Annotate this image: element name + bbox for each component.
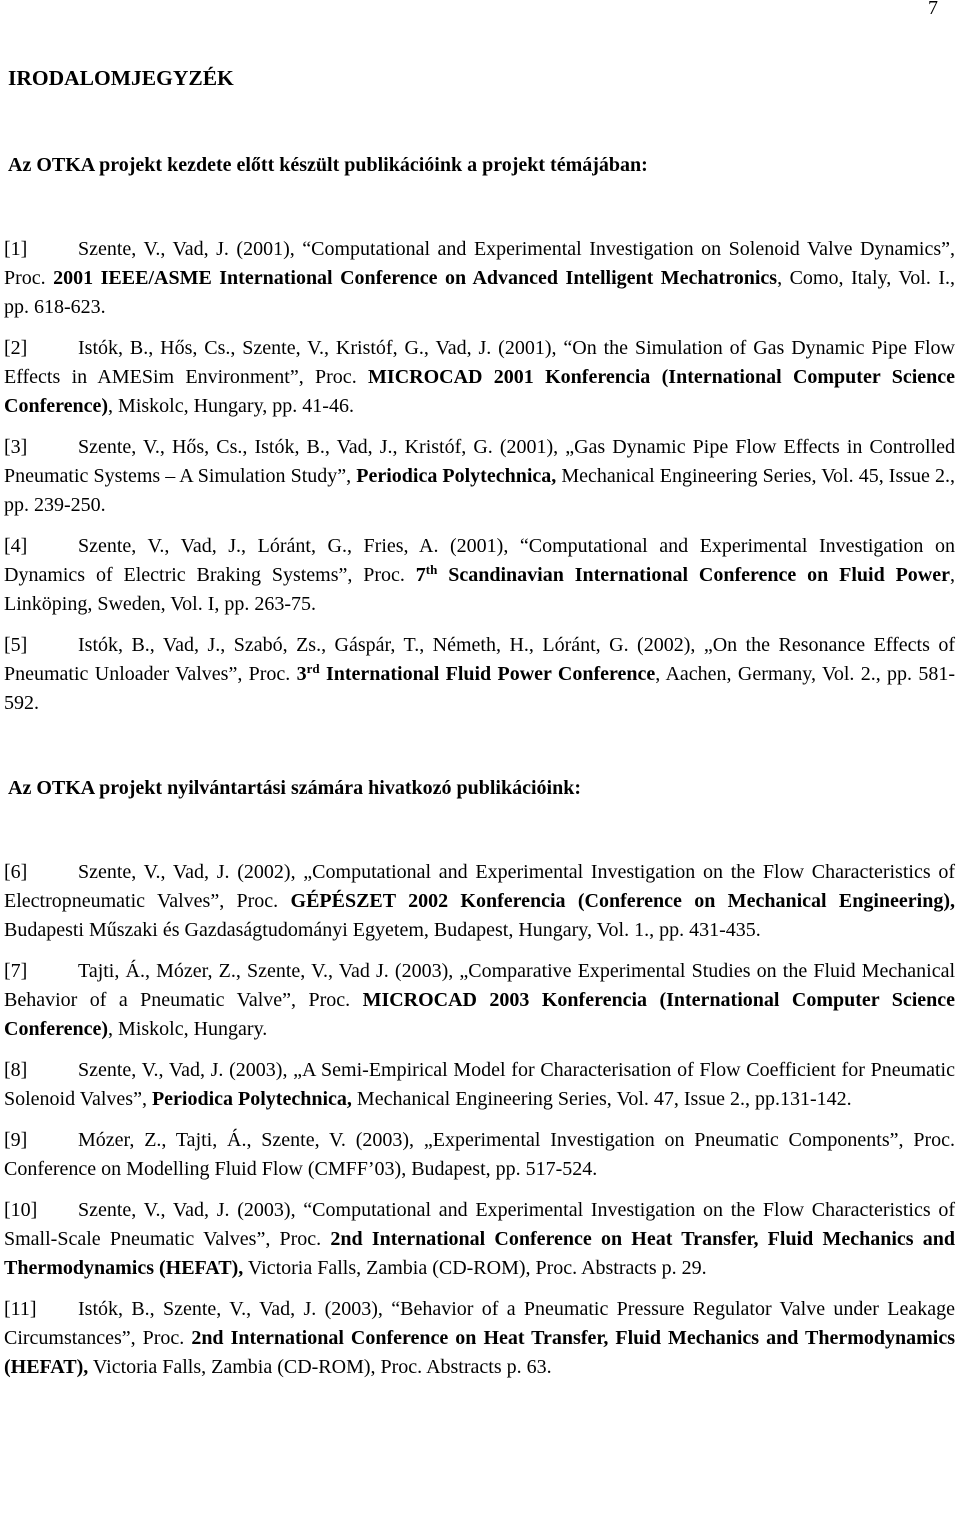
reference-number: [1] xyxy=(4,238,28,260)
reference-number: [5] xyxy=(4,634,28,656)
reference-number: [6] xyxy=(4,861,28,883)
reference-number: [7] xyxy=(4,960,28,982)
reference-number: [3] xyxy=(4,436,28,458)
section-heading-prior: Az OTKA projekt kezdete előtt készült publikációink a projekt témájában: xyxy=(8,154,648,176)
reference-text: Mózer, Z., Tajti, Á., Szente, V. (2003), „Experimental Investigation on Pneumatic Components”, Proc. Conference on Modelling Fluid Flow (CMFF’03), Budapest, pp. 517-524. xyxy=(4,1129,955,1180)
reference-venue-text: International Fluid Power Conference xyxy=(319,663,656,685)
reference-text: , Miskolc, Hungary. xyxy=(108,1018,268,1040)
reference-venue-text: th xyxy=(425,562,438,577)
reference-text: Szente, V., Vad, J. (2003), „A Semi-Empirical Model for Characterisation of Flow Coefficient for Pneumatic Solenoid Valves”, xyxy=(4,1059,955,1110)
reference-venue-text: MICROCAD 2001 Konferencia (International Computer Science Conference) xyxy=(4,366,956,417)
reference-item xyxy=(4,1295,955,1382)
reference-venue-text: 2nd International Conference on Heat Transfer, Fluid Mechanics and Thermodynamics (HEFAT), xyxy=(4,1327,956,1378)
reference-item xyxy=(4,631,955,718)
reference-venue-text: 3 xyxy=(296,663,307,685)
reference-text: , Aachen, Germany, Vol. 2., pp. 581-592. xyxy=(4,663,956,714)
reference-venue-text: 2001 IEEE/ASME International Conference on Advanced Intelligent Mechatronics xyxy=(53,267,778,289)
reference-text: Szente, V., Vad, J. (2003), “Computational and Experimental Investigation on the Flow Characteristics of Small-Scale Pneumatic Valves”, Proc. xyxy=(4,1199,955,1250)
section-heading-registered: Az OTKA projekt nyilvántartási számára hivatkozó publikációink: xyxy=(8,777,582,799)
reference-text: Szente, V., Vad, J. (2001), “Computational and Experimental Investigation on Solenoid Valve Dynamics”, Proc. xyxy=(4,238,955,289)
reference-text: Budapesti Műszaki és Gazdaságtudományi Egyetem, Budapest, Hungary, Vol. 1., pp. 431-435. xyxy=(4,919,761,941)
reference-item xyxy=(4,858,955,945)
reference-item xyxy=(4,957,955,1044)
reference-number: [2] xyxy=(4,337,28,359)
document-title: IRODALOMJEGYZÉK xyxy=(8,66,234,90)
reference-text: Mechanical Engineering Series, Vol. 47, Issue 2., pp.131-142. xyxy=(351,1088,852,1110)
reference-text: Mechanical Engineering Series, Vol. 45, Issue 2., pp. 239-250. xyxy=(4,465,955,516)
reference-text: , Miskolc, Hungary, pp. 41-46. xyxy=(108,395,354,417)
reference-venue-text: 2nd International Conference on Heat Transfer, Fluid Mechanics and Thermodynamics (HEFAT), xyxy=(4,1228,955,1279)
reference-text: Tajti, Á., Mózer, Z., Szente, V., Vad J. (2003), „Comparative Experimental Studies on the Fluid Mechanical Behavior of a Pneumatic Valve”, Proc. xyxy=(4,960,955,1011)
reference-item xyxy=(4,532,955,619)
reference-text: Istók, B., Szente, V., Vad, J. (2003), “Behavior of a Pneumatic Pressure Regulator Valve under Leakage Circumstances”, Proc. xyxy=(4,1298,955,1349)
reference-text: , Como, Italy, Vol. I., pp. 618-623. xyxy=(4,267,956,318)
reference-text: Victoria Falls, Zambia (CD-ROM), Proc. Abstracts p. 29. xyxy=(243,1257,707,1279)
page-number: 7 xyxy=(928,0,938,19)
reference-venue-text: GÉPÉSZET 2002 Konferencia (Conference on Mechanical Engineering), xyxy=(290,890,955,912)
reference-venue-text: Periodica Polytechnica, xyxy=(356,465,557,487)
reference-text: Szente, V., Vad, J. (2002), „Computational and Experimental Investigation on the Flow Characteristics of Electropneumatic Valves”, Proc. xyxy=(4,861,955,912)
reference-item xyxy=(4,1126,955,1184)
reference-text: Victoria Falls, Zambia (CD-ROM), Proc. Abstracts p. 63. xyxy=(88,1356,552,1378)
reference-list-prior xyxy=(4,235,955,718)
reference-item xyxy=(4,1056,955,1114)
reference-text: Szente, V., Vad, J., Lóránt, G., Fries, A. (2001), “Computational and Experimental Investigation on Dynamics of Electric Braking Systems”, Proc. xyxy=(4,535,955,586)
reference-item xyxy=(4,1196,955,1283)
reference-venue-text: rd xyxy=(306,661,320,676)
reference-item xyxy=(4,433,955,520)
reference-item xyxy=(4,334,955,421)
reference-text: Istók, B., Vad, J., Szabó, Zs., Gáspár, T., Németh, H., Lóránt, G. (2002), „On the Resonance Effects of Pneumatic Unloader Valves”, Proc. xyxy=(4,634,955,685)
reference-number: [9] xyxy=(4,1129,28,1151)
reference-text: Istók, B., Hős, Cs., Szente, V., Kristóf, G., Vad, J. (2001), “On the Simulation of Gas Dynamic Pipe Flow Effects in AMESim Environment”, Proc. xyxy=(4,337,955,388)
reference-item xyxy=(4,235,955,322)
reference-venue-text: 7 xyxy=(415,564,426,586)
reference-venue-text: Scandinavian International Conference on Fluid Power xyxy=(437,564,950,586)
reference-text: , Linköping, Sweden, Vol. I, pp. 263-75. xyxy=(4,564,955,615)
reference-number: [11] xyxy=(4,1298,37,1320)
reference-venue-text: MICROCAD 2003 Konferencia (International Computer Science Conference) xyxy=(4,989,956,1040)
reference-venue-text: Periodica Polytechnica, xyxy=(151,1088,352,1110)
reference-list-registered xyxy=(4,858,955,1382)
reference-number: [4] xyxy=(4,535,28,557)
reference-number: [8] xyxy=(4,1059,28,1081)
reference-number: [10] xyxy=(4,1199,38,1221)
reference-text: Szente, V., Hős, Cs., Istók, B., Vad, J., Kristóf, G. (2001), „Gas Dynamic Pipe Flow Effects in Controlled Pneumatic Systems – A Simulation Study”, xyxy=(4,436,955,487)
